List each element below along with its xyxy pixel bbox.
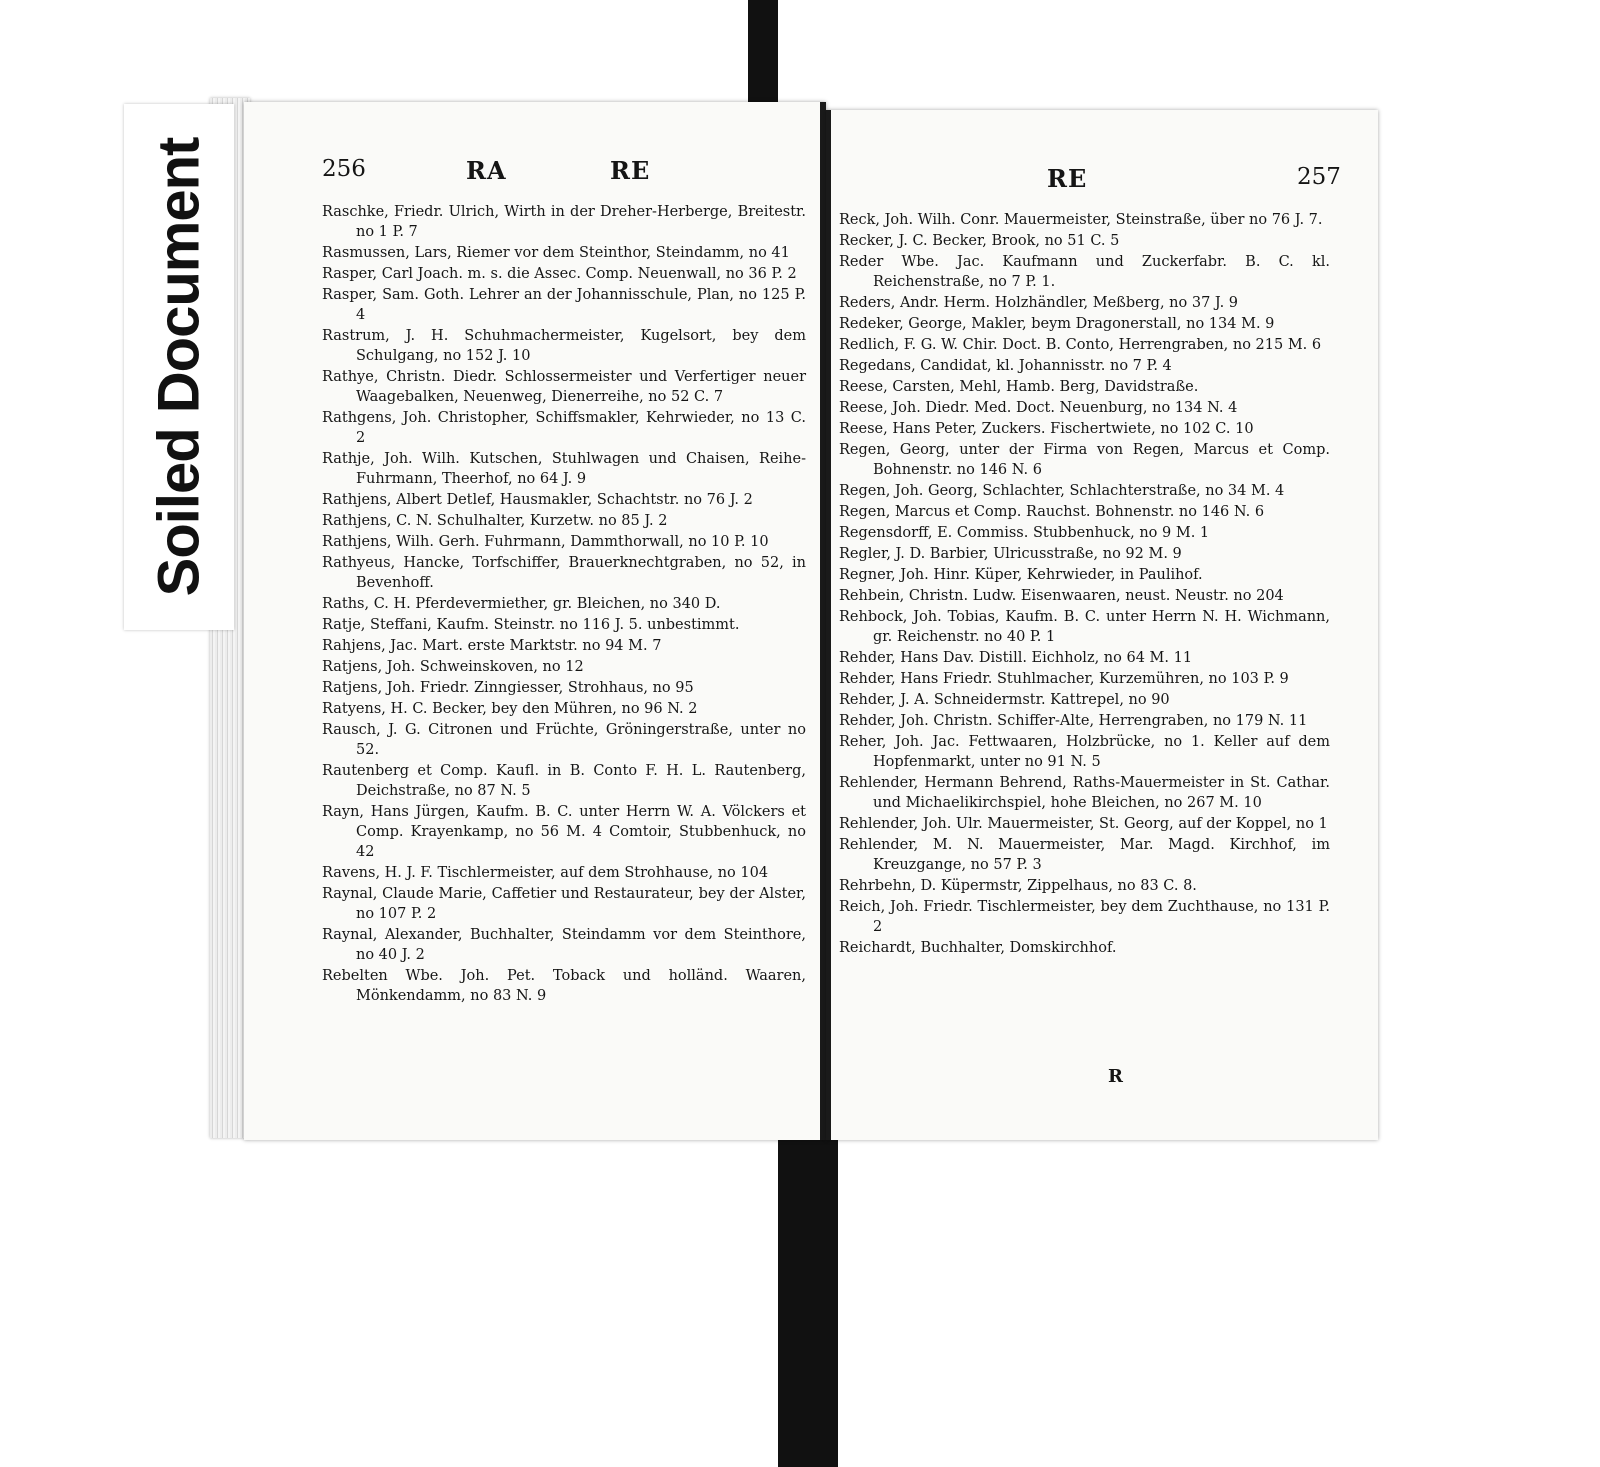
directory-entry: Rathye, Christn. Diedr. Schlossermeister und Verfertiger neuer Waagebalken, Neuenweg, Dienerreihe, no 52 C. 7 bbox=[322, 369, 806, 405]
directory-entry: Rehder, Hans Dav. Distill. Eichholz, no 64 M. 11 bbox=[839, 650, 1193, 666]
directory-entry: Rehlender, Joh. Ulr. Mauermeister, St. Georg, auf der Koppel, no 1 bbox=[839, 816, 1328, 832]
directory-entry: Rebelten Wbe. Joh. Pet. Toback und holländ. Waaren, Mönkendamm, no 83 N. 9 bbox=[322, 968, 806, 1004]
directory-entry: Regedans, Candidat, kl. Johannisstr. no 7 P. 4 bbox=[839, 358, 1172, 374]
left-entry-list bbox=[322, 202, 806, 1007]
right-header-re: RE bbox=[1047, 164, 1088, 193]
directory-entry: Regen, Georg, unter der Firma von Regen, Marcus et Comp. Bohnenstr. no 146 N. 6 bbox=[839, 442, 1330, 478]
directory-entry: Raths, C. H. Pferdevermiether, gr. Bleichen, no 340 D. bbox=[322, 596, 721, 612]
right-entry-list bbox=[839, 210, 1330, 959]
book-spine-bottom bbox=[778, 1130, 838, 1467]
directory-entry: Ratjens, Joh. Friedr. Zinngiesser, Strohhaus, no 95 bbox=[322, 680, 694, 696]
directory-entry: Regensdorff, E. Commiss. Stubbenhuck, no 9 M. 1 bbox=[839, 525, 1210, 541]
directory-entry: Rehder, J. A. Schneidermstr. Kattrepel, no 90 bbox=[839, 692, 1170, 708]
directory-entry: Reese, Carsten, Mehl, Hamb. Berg, Davidstraße. bbox=[839, 379, 1199, 395]
directory-entry: Regler, J. D. Barbier, Ulricusstraße, no 92 M. 9 bbox=[839, 546, 1182, 562]
directory-entry: Rehrbehn, D. Küpermstr, Zippelhaus, no 83 C. 8. bbox=[839, 878, 1197, 894]
directory-entry: Rausch, J. G. Citronen und Früchte, Gröningerstraße, unter no 52. bbox=[322, 722, 806, 758]
directory-entry: Raynal, Alexander, Buchhalter, Steindamm vor dem Steinthore, no 40 J. 2 bbox=[322, 927, 806, 963]
directory-entry: Rastrum, J. H. Schuhmachermeister, Kugelsort, bey dem Schulgang, no 152 J. 10 bbox=[322, 328, 806, 364]
directory-entry: Rehbein, Christn. Ludw. Eisenwaaren, neust. Neustr. no 204 bbox=[839, 588, 1284, 604]
directory-entry: Reck, Joh. Wilh. Conr. Mauermeister, Steinstraße, über no 76 J. 7. bbox=[839, 212, 1323, 228]
directory-entry: Rathgens, Joh. Christopher, Schiffsmakler, Kehrwieder, no 13 C. 2 bbox=[322, 410, 806, 446]
directory-entry: Redeker, George, Makler, beym Dragonerstall, no 134 M. 9 bbox=[839, 316, 1275, 332]
directory-entry: Rathyeus, Hancke, Torfschiffer, Brauerknechtgraben, no 52, in Bevenhoff. bbox=[322, 555, 806, 591]
directory-entry: Ratjens, Joh. Schweinskoven, no 12 bbox=[322, 659, 584, 675]
directory-entry: Regen, Marcus et Comp. Rauchst. Bohnenstr. no 146 N. 6 bbox=[839, 504, 1265, 520]
directory-entry: Reich, Joh. Friedr. Tischlermeister, bey dem Zuchthause, no 131 P. 2 bbox=[839, 899, 1330, 935]
catchword: R bbox=[1108, 1066, 1123, 1087]
directory-entry: Rehbock, Joh. Tobias, Kaufm. B. C. unter Herrn N. H. Wichmann, gr. Reichenstr. no 40 P. 1 bbox=[839, 609, 1330, 645]
right-page-number: 257 bbox=[1297, 164, 1341, 190]
directory-entry: Rasmussen, Lars, Riemer vor dem Steinthor, Steindamm, no 41 bbox=[322, 245, 790, 261]
directory-entry: Recker, J. C. Becker, Brook, no 51 C. 5 bbox=[839, 233, 1120, 249]
directory-entry: Rathje, Joh. Wilh. Kutschen, Stuhlwagen und Chaisen, Reihe-Fuhrmann, Theerhof, no 64 J. 9 bbox=[322, 451, 806, 487]
label-text: Soiled Document bbox=[146, 137, 212, 597]
directory-entry: Reese, Hans Peter, Zuckers. Fischertwiete, no 102 C. 10 bbox=[839, 421, 1254, 437]
directory-entry: Ratje, Steffani, Kaufm. Steinstr. no 116 J. 5. unbestimmt. bbox=[322, 617, 740, 633]
directory-entry: Rehlender, M. N. Mauermeister, Mar. Magd. Kirchhof, im Kreuzgange, no 57 P. 3 bbox=[839, 837, 1330, 873]
directory-entry: Rathjens, Albert Detlef, Hausmakler, Schachtstr. no 76 J. 2 bbox=[322, 492, 753, 508]
directory-entry: Rehder, Hans Friedr. Stuhlmacher, Kurzemühren, no 103 P. 9 bbox=[839, 671, 1289, 687]
directory-entry: Raynal, Claude Marie, Caffetier und Restaurateur, bey der Alster, no 107 P. 2 bbox=[322, 886, 806, 922]
directory-entry: Regen, Joh. Georg, Schlachter, Schlachterstraße, no 34 M. 4 bbox=[839, 483, 1285, 499]
directory-entry: Rautenberg et Comp. Kaufl. in B. Conto F. H. L. Rautenberg, Deichstraße, no 87 N. 5 bbox=[322, 763, 806, 799]
left-page-number: 256 bbox=[322, 156, 366, 182]
directory-entry: Rahjens, Jac. Mart. erste Marktstr. no 94 M. 7 bbox=[322, 638, 662, 654]
directory-entry: Rehder, Joh. Christn. Schiffer-Alte, Herrengraben, no 179 N. 11 bbox=[839, 713, 1308, 729]
label-card bbox=[124, 104, 234, 630]
directory-entry: Ratyens, H. C. Becker, bey den Mühren, no 96 N. 2 bbox=[322, 701, 698, 717]
directory-entry: Raschke, Friedr. Ulrich, Wirth in der Dreher-Herberge, Breitestr. no 1 P. 7 bbox=[322, 204, 806, 240]
directory-entry: Reders, Andr. Herm. Holzhändler, Meßberg, no 37 J. 9 bbox=[839, 295, 1239, 311]
directory-entry: Reher, Joh. Jac. Fettwaaren, Holzbrücke, no 1. Keller auf dem Hopfenmarkt, unter no 91 N. 5 bbox=[839, 734, 1330, 770]
directory-entry: Rasper, Sam. Goth. Lehrer an der Johannisschule, Plan, no 125 P. 4 bbox=[322, 287, 806, 323]
directory-entry: Redlich, F. G. W. Chir. Doct. B. Conto, Herrengraben, no 215 M. 6 bbox=[839, 337, 1322, 353]
left-header-ra: RA bbox=[466, 156, 507, 185]
right-page bbox=[826, 110, 1378, 1140]
directory-entry: Ravens, H. J. F. Tischlermeister, auf dem Strohhause, no 104 bbox=[322, 865, 769, 881]
directory-entry: Reese, Joh. Diedr. Med. Doct. Neuenburg, no 134 N. 4 bbox=[839, 400, 1238, 416]
left-header-re: RE bbox=[610, 156, 651, 185]
book-spine-top bbox=[748, 0, 778, 110]
directory-entry: Rayn, Hans Jürgen, Kaufm. B. C. unter Herrn W. A. Völckers et Comp. Krayenkamp, no 56 M. 4 Comtoir, Stubbenhuck, no 42 bbox=[322, 804, 806, 860]
directory-entry: Reder Wbe. Jac. Kaufmann und Zuckerfabr. B. C. kl. Reichenstraße, no 7 P. 1. bbox=[839, 254, 1330, 290]
directory-entry: Reichardt, Buchhalter, Domskirchhof. bbox=[839, 940, 1117, 956]
left-page bbox=[244, 102, 826, 1140]
directory-entry: Rathjens, Wilh. Gerh. Fuhrmann, Dammthorwall, no 10 P. 10 bbox=[322, 534, 769, 550]
directory-entry: Rasper, Carl Joach. m. s. die Assec. Comp. Neuenwall, no 36 P. 2 bbox=[322, 266, 797, 282]
directory-entry: Rathjens, C. N. Schulhalter, Kurzetw. no 85 J. 2 bbox=[322, 513, 668, 529]
directory-entry: Regner, Joh. Hinr. Küper, Kehrwieder, in Paulihof. bbox=[839, 567, 1203, 583]
directory-entry: Rehlender, Hermann Behrend, Raths-Mauermeister in St. Cathar. und Michaelikirchspiel, hohe Bleichen, no 267 M. 10 bbox=[839, 775, 1330, 811]
